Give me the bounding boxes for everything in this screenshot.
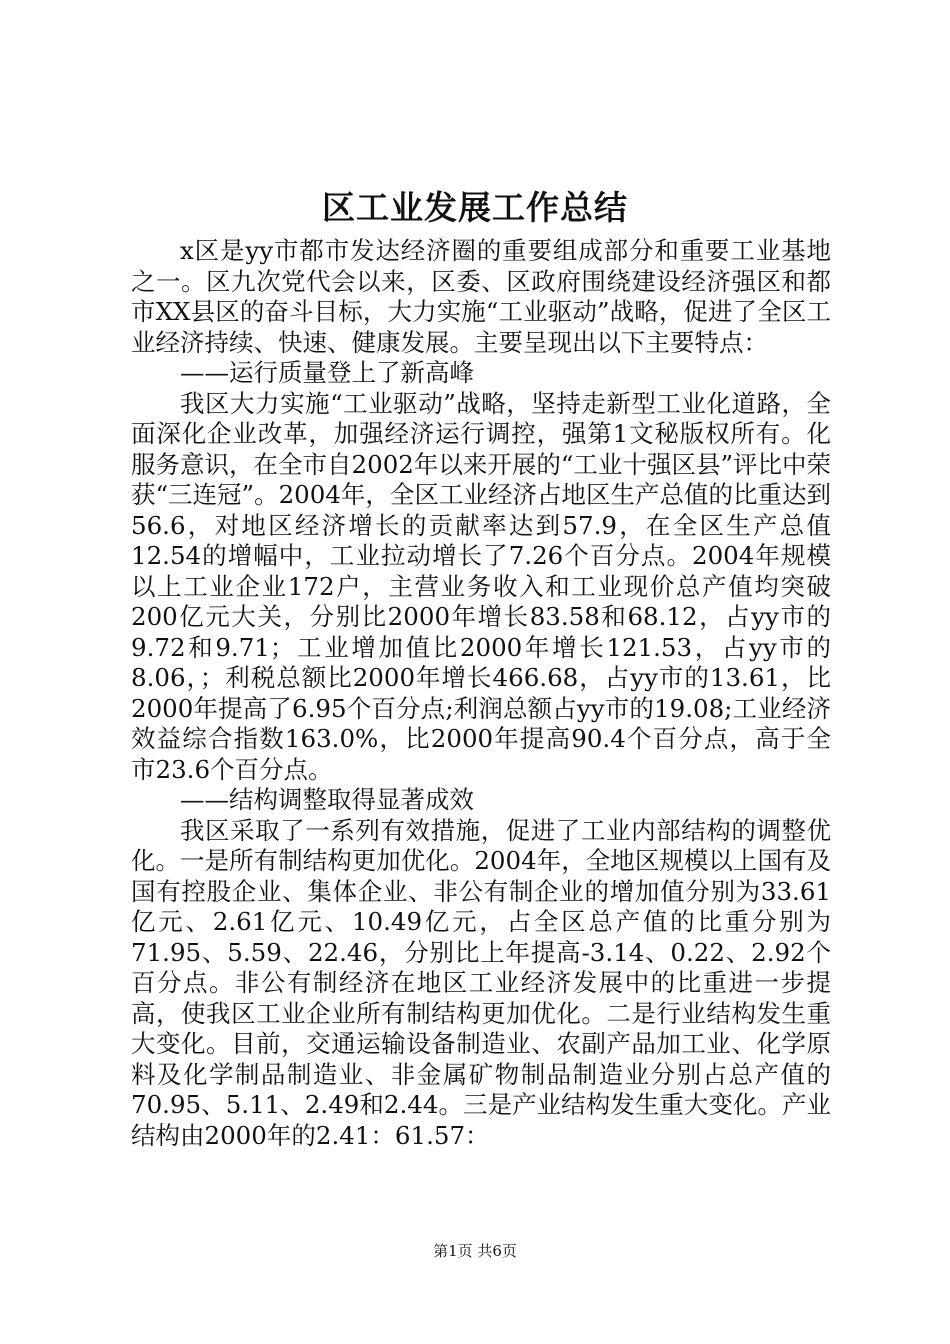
document-body (131, 236, 831, 1151)
section-heading-structure: ——结构调整取得显著成效 (180, 785, 474, 814)
structure-paragraph: 我区采取了一系列有效措施，促进了工业内部结构的调整优化。一是所有制结构更加优化。2004年，全地区规模以上国有及国有控股企业、集体企业、非公有制企业的增加值分别为33.61亿元、2.61亿元、10.49亿元，占全区总产值的比重分别为71.95、5.59、22.46，分别比上年提高-3.14、0.22、2.92个百分点。非公有制经济在地区工业经济发展中的比重进一步提高，使我区工业企业所有制结构更加优化。二是行业结构发生重大变化。目前，交通运输设备制造业、农副产品加工业、化学原料及化学制品制造业、非金属矿物制品制造业分别占总产值的70.95、5.11、2.49和2.44。三是产业结构发生重大变化。产业结构由2000年的2.41：61.57： (131, 815, 831, 1150)
document-title: 区工业发展工作总结 (322, 188, 628, 227)
section-heading-quality: ——运行质量登上了新高峰 (180, 358, 474, 387)
intro-paragraph: x区是yy市都市发达经济圈的重要组成部分和重要工业基地之一。区九次党代会以来，区委、区政府围绕建设经济强区和都市XX县区的奋斗目标，大力实施“工业驱动”战略，促进了全区工业经济持续、快速、健康发展。主要呈现出以下主要特点： (131, 236, 831, 357)
page-footer: 第1页 共6页 (433, 1242, 517, 1260)
quality-paragraph: 我区大力实施“工业驱动”战略，坚持走新型工业化道路，全面深化企业改革，加强经济运行调控，强第1文秘版权所有。化服务意识，在全市自2002年以来开展的“工业十强区县”评比中荣获“三连冠”。2004年，全区工业经济占地区生产总值的比重达到56.6，对地区经济增长的贡献率达到57.9，在全区生产总值12.54的增幅中，工业拉动增长了7.26个百分点。2004年规模以上工业企业172户，主营业务收入和工业现价总产值均突破200亿元大关，分别比2000年增长83.58和68.12，占yy市的9.72和9.71；工业增加值比2000年增长121.53，占yy市的8.06，；利税总额比2000年增长466.68，占yy市的13.61，比2000年提高了6.95个百分点;利润总额占yy市的19.08;工业经济效益综合指数163.0%，比2000年提高90.4个百分点，高于全市23.6个百分点。 (131, 388, 831, 784)
